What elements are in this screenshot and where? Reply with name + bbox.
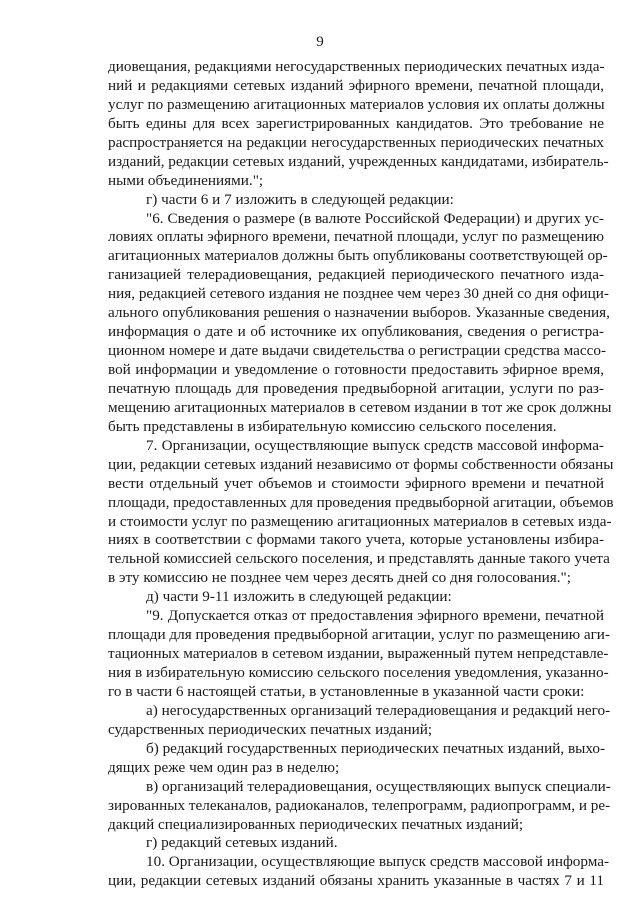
text-line: дакций специализированных периодических печатных изданий; [108,815,524,833]
text-line: 7. Организации, осуществляющие выпуск средств массовой информа- [146,436,604,454]
text-line: ниях в соответствии с формами такого учета, которые установлены избира- [108,531,604,549]
text-line: г) редакций сетевых изданий. [146,834,338,852]
text-line: вести отдельный учет объемов и стоимости эфирного времени и печатной [108,474,604,492]
page-number: 9 [316,34,324,50]
text-line: в) организаций телерадиовещания, осуществляющих выпуск специали- [146,777,611,795]
text-line: зированных телеканалов, радиоканалов, телепрограмм, радиопрограмм, и ре- [108,796,611,814]
text-line: дящих реже чем один раз в неделю; [108,758,340,776]
text-line: площади для проведения предвыборной агитации, услуг по размещению аги- [108,626,610,644]
body-text [108,58,614,891]
text-line: ганизацией телерадиовещания, редакцией периодического печатного изда- [108,266,604,284]
text-line: ловиях оплаты эфирного времени, печатной площади, услуг по размещению [108,228,604,246]
text-line: ния, редакцией сетевого издания не позднее чем через 30 дней со дня офици- [108,285,609,303]
text-line: ции, редакции сетевых изданий независимо от формы собственности обязаны [108,455,614,473]
text-line: сударственных периодических печатных изданий; [108,720,433,738]
text-line: тационных материалов в сетевом издании, выраженный путем непредставле- [108,645,609,663]
text-line: д) части 9-11 изложить в следующей редакции: [146,588,452,606]
text-line: услуг по размещению агитационных материалов условия их оплаты должны [108,95,605,113]
text-line: и стоимости услуг по размещению агитационных материалов в сетевых изда- [108,512,612,530]
text-line: "9. Допускается отказ от предоставления эфирного времени, печатной [146,607,604,625]
text-line: 10. Организации, осуществляющие выпуск средств массовой информа- [146,853,610,871]
text-line: ными объединениями."; [108,171,264,189]
text-line: а) негосударственных организаций телерадиовещания и редакций него- [146,701,611,719]
text-line: ции, редакции сетевых изданий обязаны хранить указанные в частях 7 и 11 [108,872,604,890]
text-line: распространяется на редакции негосударственных периодических печатных [108,133,604,151]
text-line: "6. Сведения о размере (в валюте Российской Федерации) и других ус- [146,209,604,227]
text-line: агитационных материалов должны быть опубликованы соответствующей ор- [108,247,608,265]
text-line: ний и редакциями сетевых изданий эфирного времени, печатной площади, [108,76,604,94]
text-line: г) части 6 и 7 изложить в следующей редакции: [146,190,454,208]
text-line: тельной комиссией сельского поселения, и представлять данные такого учета [108,550,610,568]
text-line: го в части 6 настоящей статьи, в установленные в указанной части сроки: [108,682,585,700]
text-line: площади, предоставленных для проведения предвыборной агитации, объемов [108,493,614,511]
text-line: ального опубликования решения о назначении выборов. Указанные сведения, [108,304,610,322]
text-line: ционном номере и дате выдачи свидетельства о регистрации средства массо- [108,342,607,360]
text-line: мещению агитационных материалов в сетевом издании в тот же срок должны [108,398,612,416]
text-line: в эту комиссию не позднее чем через десять дней со дня голосования."; [108,569,571,587]
text-line: печатную площадь для проведения предвыборной агитации, услуги по раз- [108,379,604,397]
text-line: информация о дате и об источнике их опубликования, сведения о регистра- [108,323,604,341]
text-line: ния в избирательную комиссию сельского поселения уведомления, указанно- [108,664,609,681]
text-line: диовещания, редакциями негосударственных периодических печатных изда- [108,58,605,75]
text-line: вой информации и уведомление о готовности предоставить эфирное время, [108,361,604,378]
text-line: быть едины для всех зарегистрированных кандидатов. Это требование не [108,114,604,132]
text-line: быть представлены в избирательную комиссию сельского поселения. [108,417,557,435]
text-line: изданий, редакции сетевых изданий, учрежденных кандидатами, избиратель- [108,152,609,170]
text-line: б) редакций государственных периодических печатных изданий, выхо- [146,739,606,757]
